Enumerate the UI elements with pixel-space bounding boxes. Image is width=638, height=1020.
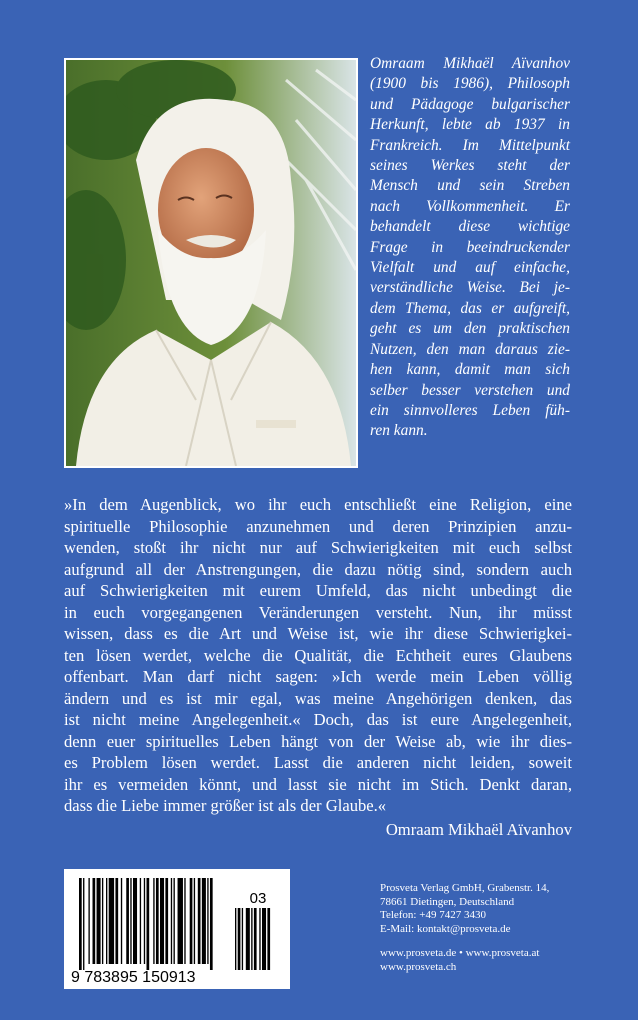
quote-line: es Problem lösen werdet. Lasst die anderen nicht leiden, soweit <box>64 753 572 772</box>
quote-line: ihr es vermeiden könnt, und lasst sie nicht im Stich. Denkt daran, <box>64 774 572 794</box>
quote-line: ten lösen werdet, welche die Qualität, die Echtheit eures Glaubens <box>64 645 572 665</box>
quote-line: wenden, stoßt ihr nicht nur auf Schwierigkeiten mit euch selbst <box>64 538 572 557</box>
quote-line: »In dem Augenblick, wo ihr euch entschließt eine Religion, eine <box>64 495 572 514</box>
quote-line: denn euer spirituelles Leben hängt von der Weise ab, wie ihr dies- <box>64 731 572 751</box>
publisher-website-ch[interactable]: www.prosveta.ch <box>380 960 457 973</box>
bio-line: Nutzen, den man daraus zie- <box>370 340 570 358</box>
bio-line: dem Thema, das er aufgreift, <box>370 299 570 317</box>
isbn-barcode <box>64 869 290 989</box>
barcode-addon-bars <box>235 908 270 970</box>
bio-line: Herkunft, lebte ab 1937 in <box>370 116 570 134</box>
bio-line: ein sinnvolleres Leben füh- <box>370 401 570 419</box>
quote-line: auf Schwierigkeiten mit eurem Umfeld, das nicht unbedingt die <box>64 581 572 600</box>
quote-line: offenbart. Man darf nicht sagen: »Ich werde mein Leben völlig <box>64 667 572 686</box>
publisher-name-address: Prosveta Verlag GmbH, Grabenstr. 14, <box>380 882 550 894</box>
quote-line: ändern und es ist mir egal, was meine Angehörigen denken, das <box>64 688 572 708</box>
bio-line: und Pädagoge bulgarischer <box>370 95 570 113</box>
publisher-city: 78661 Dietingen, Deutschland <box>380 895 515 908</box>
author-biography <box>370 54 570 442</box>
bio-line: geht es um den praktischen <box>370 320 570 338</box>
bio-line: Vielfalt und auf einfache, <box>370 259 570 277</box>
quote-paragraph <box>64 494 572 817</box>
quote-line: in euch vorgegangenen Veränderungen versteht. Nun, ihr müsst <box>64 602 572 622</box>
publisher-email[interactable]: E-Mail: kontakt@prosveta.de <box>380 922 511 935</box>
bio-line: Frage in beeindruckender <box>370 238 570 256</box>
bio-line: selber besser verstehen und <box>370 381 570 399</box>
barcode-bars <box>79 878 213 970</box>
quote-line: dass die Liebe immer größer ist als der Glaube.« <box>64 796 387 815</box>
publisher-info <box>380 882 580 975</box>
quote-author: Omraam Mikhaël Aïvanhov <box>385 820 572 839</box>
barcode-addon-number: 03 <box>249 890 267 907</box>
quote-line: wissen, dass es die Art und Weise ist, wie ihr diese Schwierigkei- <box>64 624 572 643</box>
barcode-isbn-number: 9 783895 150913 <box>71 969 196 986</box>
bio-line: behandelt diese wichtige <box>370 218 570 236</box>
bio-line: Mensch und sein Streben <box>370 177 570 195</box>
quote-line: aufgrund all der Anstrengungen, die dazu nötig sind, sondern auch <box>64 559 572 579</box>
bio-line: (1900 bis 1986), Philosoph <box>370 75 570 93</box>
bio-line: Omraam Mikhaël Aïvanhov <box>370 55 570 72</box>
bio-line: ren kann. <box>370 422 428 440</box>
bio-line: nach Vollkommenheit. Er <box>370 197 570 215</box>
bio-line: verständliche Weise. Bei je- <box>370 279 570 297</box>
bio-line: hen kann, damit man sich <box>370 361 570 379</box>
author-portrait-photo <box>64 58 358 468</box>
bio-line: Frankreich. Im Mittelpunkt <box>370 136 570 154</box>
quote-line: spirituelle Philosophie anzunehmen und deren Prinzipien anzu- <box>64 516 572 536</box>
publisher-websites[interactable]: www.prosveta.de • www.prosveta.at <box>380 947 540 960</box>
quote-line: ist nicht meine Angelegenheit.« Doch, das ist eure Angelegenheit, <box>64 710 572 729</box>
publisher-phone: Telefon: +49 7427 3430 <box>380 909 486 922</box>
bio-line: seines Werkes steht der <box>370 157 570 175</box>
